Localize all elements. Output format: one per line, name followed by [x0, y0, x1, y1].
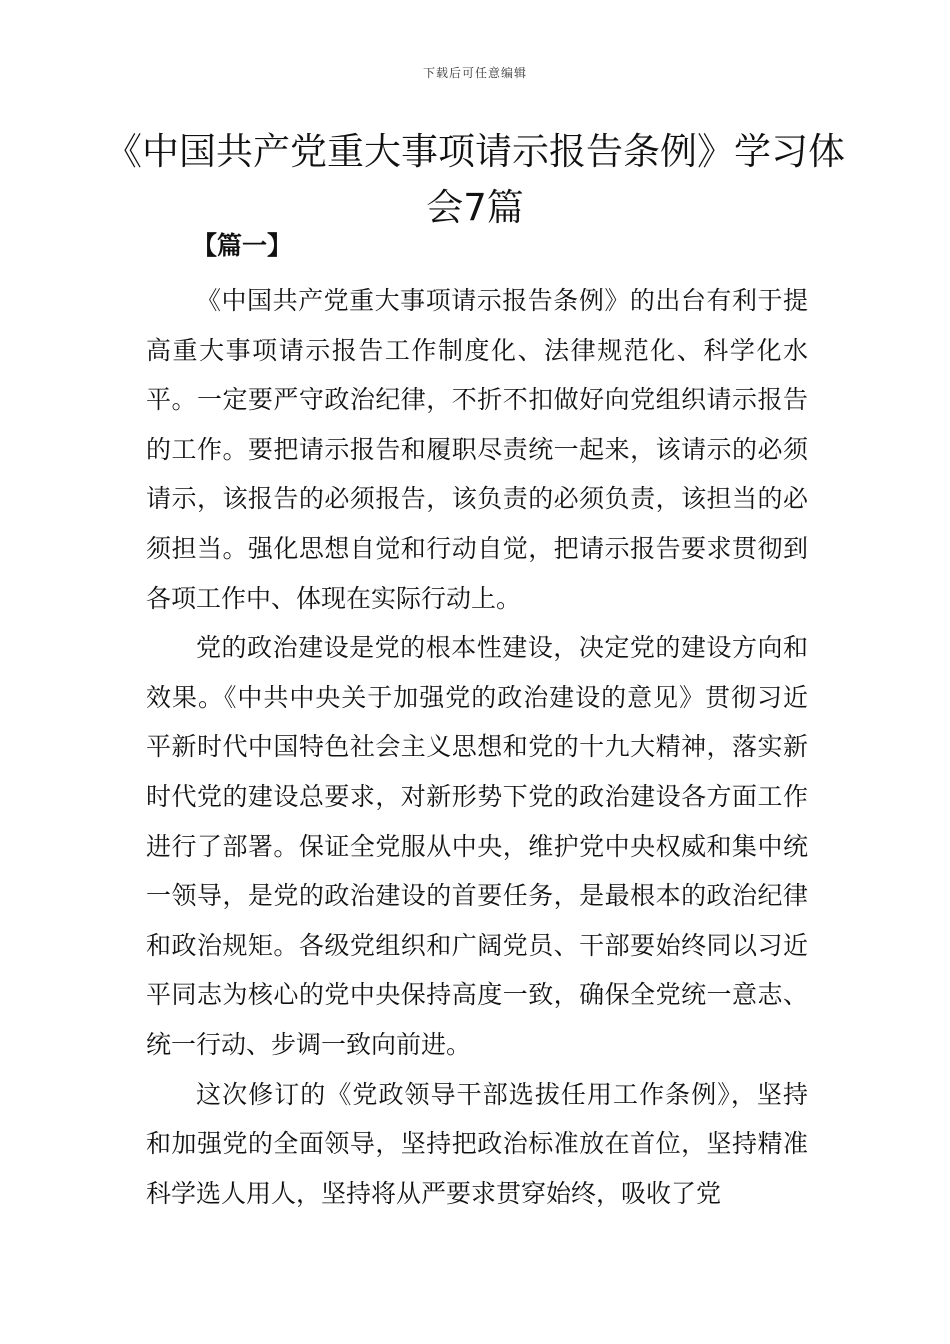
header-note: 下载后可任意编辑	[422, 66, 527, 80]
document-title: 《中国共产党重大事项请示报告条例》学习体会7篇	[105, 130, 845, 229]
paragraph-3: 这次修订的《党政领导干部选拔任用工作条例》，坚持和加强党的全面领导，坚持把政治标准放在首位，坚持精准科学选人用人，坚持将从严要求贯穿始终，吸收了党	[146, 1079, 808, 1208]
section-heading: 【篇一】	[192, 231, 293, 260]
paragraph-2: 党的政治建设是党的根本性建设，决定党的建设方向和效果。《中共中央关于加强党的政治建设的意见》贯彻习近平新时代中国特色社会主义思想和党的十九大精神，落实新时代党的建设总要求，对新形势下党的政治建设各方面工作进行了部署。保证全党服从中央，维护党中央权威和集中统一领导，是党的政治建设的首要任务，是最根本的政治纪律和政治规矩。各级党组织和广阔党员、干部要始终同以习近平同志为核心的党中央保持高度一致，确保全党统一意志、统一行动、步调一致向前进。	[146, 633, 808, 1059]
paragraph-1: 《中国共产党重大事项请示报告条例》的出台有利于提高重大事项请示报告工作制度化、法律规范化、科学化水平。一定要严守政治纪律，不折不扣做好向党组织请示报告的工作。要把请示报告和履职尽责统一起来，该请示的必须请示，该报告的必须报告，该负责的必须负责，该担当的必须担当。强化思想自觉和行动自觉，把请示报告要求贯彻到各项工作中、体现在实际行动上。	[146, 286, 808, 613]
document-body	[146, 276, 808, 1218]
